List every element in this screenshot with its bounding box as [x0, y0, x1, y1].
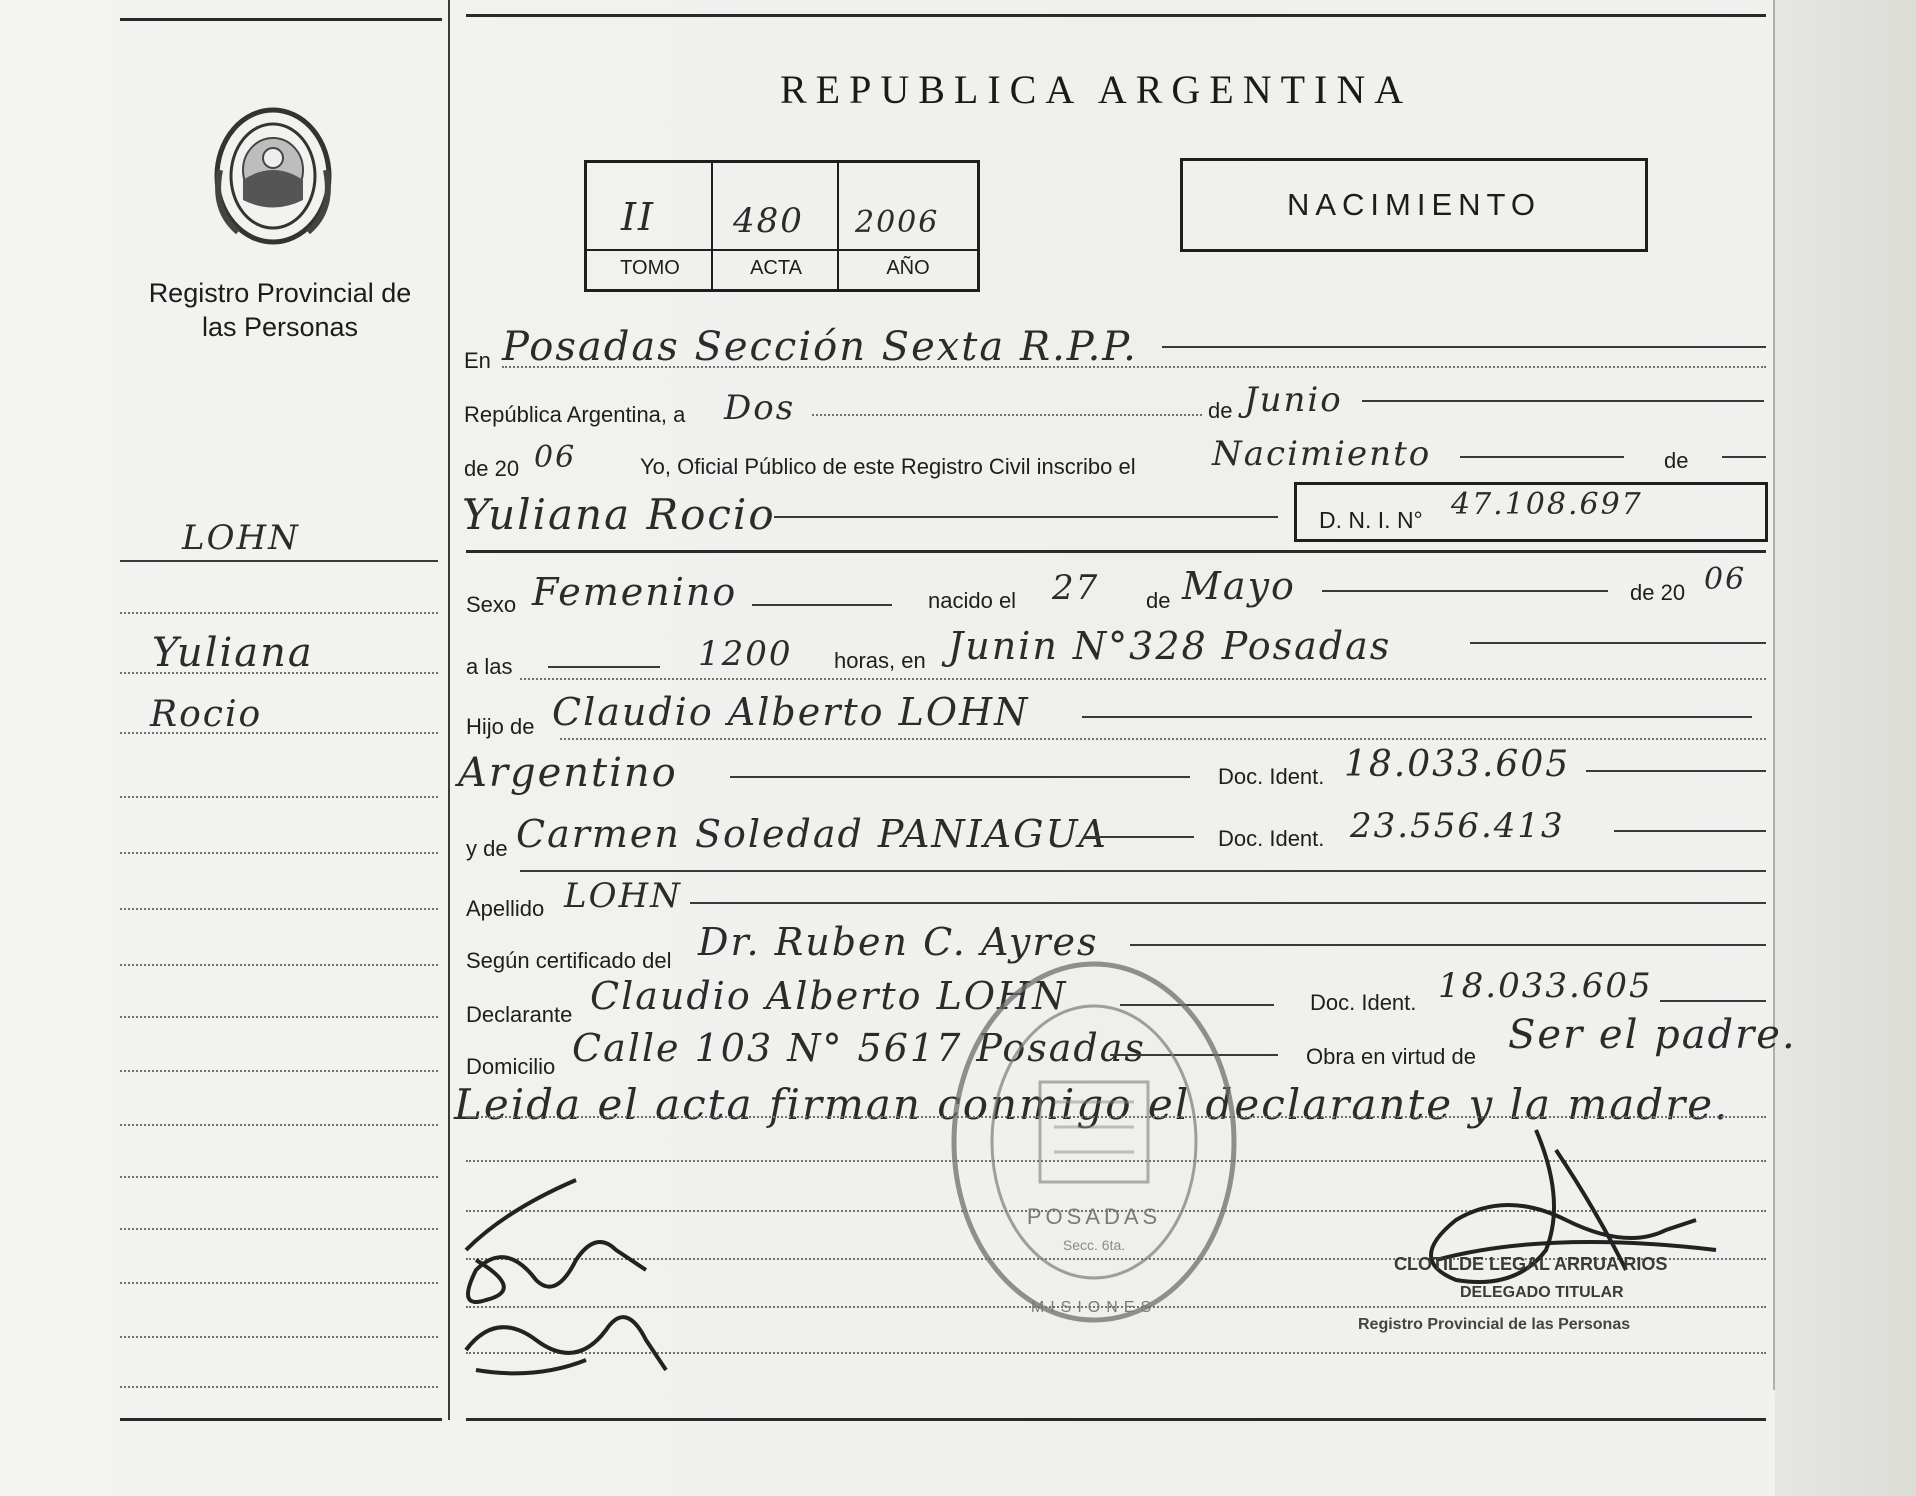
- form-right-edge: [1773, 0, 1775, 1390]
- doc-ident-label-3: Doc. Ident.: [1310, 990, 1417, 1015]
- margin-given-name-1: Yuliana: [152, 630, 314, 676]
- margin-dotted-line: [120, 852, 438, 854]
- father-doc: 18.033.605: [1344, 744, 1571, 785]
- margin-dotted-line: [120, 672, 438, 674]
- hijo-label: Hijo de: [466, 714, 535, 739]
- doc-ident-label-2: Doc. Ident.: [1218, 826, 1325, 851]
- inscribo-label: Yo, Oficial Público de este Registro Civil inscribo el: [640, 454, 1136, 479]
- margin-dotted-line: [120, 1386, 438, 1388]
- birth-year-suffix: 06: [1704, 562, 1747, 597]
- line-rule: [1614, 830, 1766, 832]
- sexo-label: Sexo: [466, 592, 517, 617]
- line-rule: [752, 604, 892, 606]
- closing-text: Leida el acta firman conmigo el declarante y la madre.: [454, 1080, 1730, 1129]
- page-edge-shadow: [1775, 0, 1916, 1496]
- margin-dotted-line: [120, 1228, 438, 1230]
- republica-label: República Argentina, a: [464, 402, 686, 427]
- margin-dotted-line: [120, 964, 438, 966]
- registry-name: Registro Provincial de las Personas: [148, 278, 412, 342]
- line-rule: [1470, 642, 1766, 644]
- month-value: Junio: [1244, 380, 1343, 420]
- line-dots: [812, 414, 1202, 416]
- dni-value: 47.108.697: [1451, 487, 1643, 522]
- stamp-bottom: MISIONES: [1030, 1299, 1158, 1316]
- declarante-signature: [446, 1170, 676, 1390]
- domicilio-value: Calle 103 N° 5617 Posadas: [572, 1026, 1146, 1070]
- acta-label: ACTA: [750, 257, 802, 279]
- margin-dotted-line: [120, 1176, 438, 1178]
- provincial-seal-icon: [208, 100, 338, 250]
- acta-value: 480: [733, 201, 804, 241]
- year-suffix: 06: [534, 440, 577, 475]
- line-rule: [1460, 456, 1624, 458]
- certificado-label: Según certificado del: [466, 948, 672, 973]
- margin-dotted-line: [120, 796, 438, 798]
- year-prefix: de 20: [464, 456, 520, 481]
- line-rule: [1084, 836, 1194, 838]
- declarante-value: Claudio Alberto LOHN: [590, 974, 1068, 1018]
- official-office: Registro Provincial de las Personas: [1358, 1316, 1631, 1333]
- line-dots: [502, 366, 1766, 368]
- margin-dotted-line: [120, 1124, 438, 1126]
- birth-place: Junin N°328 Posadas: [948, 624, 1392, 668]
- de-label-3: de: [1146, 588, 1171, 613]
- dni-label: D. N. I. N°: [1319, 507, 1423, 533]
- form-top-rule: [466, 14, 1766, 17]
- line-rule: [1130, 944, 1766, 946]
- alas-label: a las: [466, 654, 513, 679]
- official-signature: [1396, 1110, 1726, 1310]
- obra-label: Obra en virtud de: [1306, 1044, 1476, 1069]
- margin-surname: LOHN: [182, 518, 300, 558]
- apellido-label: Apellido: [466, 896, 545, 921]
- event-value: Nacimiento: [1212, 434, 1432, 474]
- official-stamp-icon: [944, 952, 1244, 1332]
- line-rule: [690, 902, 1766, 904]
- child-name: Yuliana Rocio: [462, 490, 776, 539]
- margin-given-name-2: Rocio: [150, 694, 263, 735]
- anio-value: 2006: [855, 205, 940, 240]
- margin-top-rule: [120, 18, 442, 21]
- anio-label: AÑO: [886, 257, 930, 279]
- official-name: CLOTILDE LEGAL ARRUA RIOS: [1394, 1254, 1668, 1274]
- margin-bottom-rule: [120, 1418, 442, 1421]
- margin-dotted-line: [120, 908, 438, 910]
- line-rule: [1082, 716, 1752, 718]
- horas-label: horas, en: [834, 648, 926, 673]
- yde-label: y de: [466, 836, 508, 861]
- margin-dotted-line: [120, 732, 438, 734]
- line-dots: [560, 738, 1766, 740]
- birth-month: Mayo: [1182, 564, 1296, 608]
- margin-dotted-line: [120, 1336, 438, 1338]
- obra-value: Ser el padre.: [1508, 1012, 1797, 1058]
- de-label-2: de: [1664, 448, 1689, 473]
- birth-day: 27: [1052, 568, 1100, 608]
- hour-value: 1200: [698, 634, 793, 674]
- place-value: Posadas Sección Sexta R.P.P.: [502, 324, 1138, 370]
- line-rule: [730, 776, 1190, 778]
- line-rule: [1660, 1000, 1766, 1002]
- father-name: Claudio Alberto LOHN: [552, 690, 1030, 734]
- act-type-box: NACIMIENTO: [1180, 158, 1648, 252]
- declarante-label: Declarante: [466, 1002, 573, 1027]
- domicilio-label: Domicilio: [466, 1054, 556, 1079]
- father-nationality: Argentino: [458, 750, 678, 796]
- day-value: Dos: [724, 388, 796, 428]
- margin-surname-rule: [120, 560, 438, 562]
- section-rule: [466, 550, 1766, 553]
- mother-doc: 23.556.413: [1350, 806, 1565, 846]
- declarante-doc: 18.033.605: [1438, 966, 1653, 1006]
- birth-year-prefix: de 20: [1630, 580, 1686, 605]
- stamp-center-2: Secc. 6ta.: [1062, 1237, 1126, 1253]
- sexo-value: Femenino: [532, 570, 738, 614]
- record-number-box: [584, 160, 980, 292]
- tomo-label: TOMO: [620, 257, 680, 279]
- form-bottom-rule: [466, 1418, 1766, 1421]
- en-label: En: [464, 348, 491, 373]
- line-rule: [1362, 400, 1764, 402]
- line-rule: [1586, 770, 1766, 772]
- dni-box: [1294, 482, 1768, 542]
- line-rule: [520, 870, 1766, 872]
- nacido-label: nacido el: [928, 588, 1017, 613]
- tomo-value: II: [621, 195, 656, 239]
- apellido-value: LOHN: [564, 876, 682, 916]
- doc-ident-label: Doc. Ident.: [1218, 764, 1325, 789]
- margin-dotted-line: [120, 1282, 438, 1284]
- line-rule: [774, 516, 1278, 518]
- line-rule: [548, 666, 660, 668]
- official-title: DELEGADO TITULAR: [1460, 1284, 1624, 1301]
- stamp-center-1: POSADAS: [1026, 1204, 1162, 1229]
- de-label: de: [1208, 398, 1233, 423]
- line-rule: [1322, 590, 1608, 592]
- certificado-value: Dr. Ruben C. Ayres: [698, 920, 1099, 964]
- line-rule: [1162, 346, 1766, 348]
- country-title: REPUBLICA ARGENTINA: [780, 67, 1413, 112]
- mother-name: Carmen Soledad PANIAGUA: [516, 812, 1108, 856]
- margin-dotted-line: [120, 1070, 438, 1072]
- line-dots: [520, 678, 1766, 680]
- margin-dotted-line: [120, 1016, 438, 1018]
- line-rule: [1722, 456, 1766, 458]
- margin-dotted-line: [120, 612, 438, 614]
